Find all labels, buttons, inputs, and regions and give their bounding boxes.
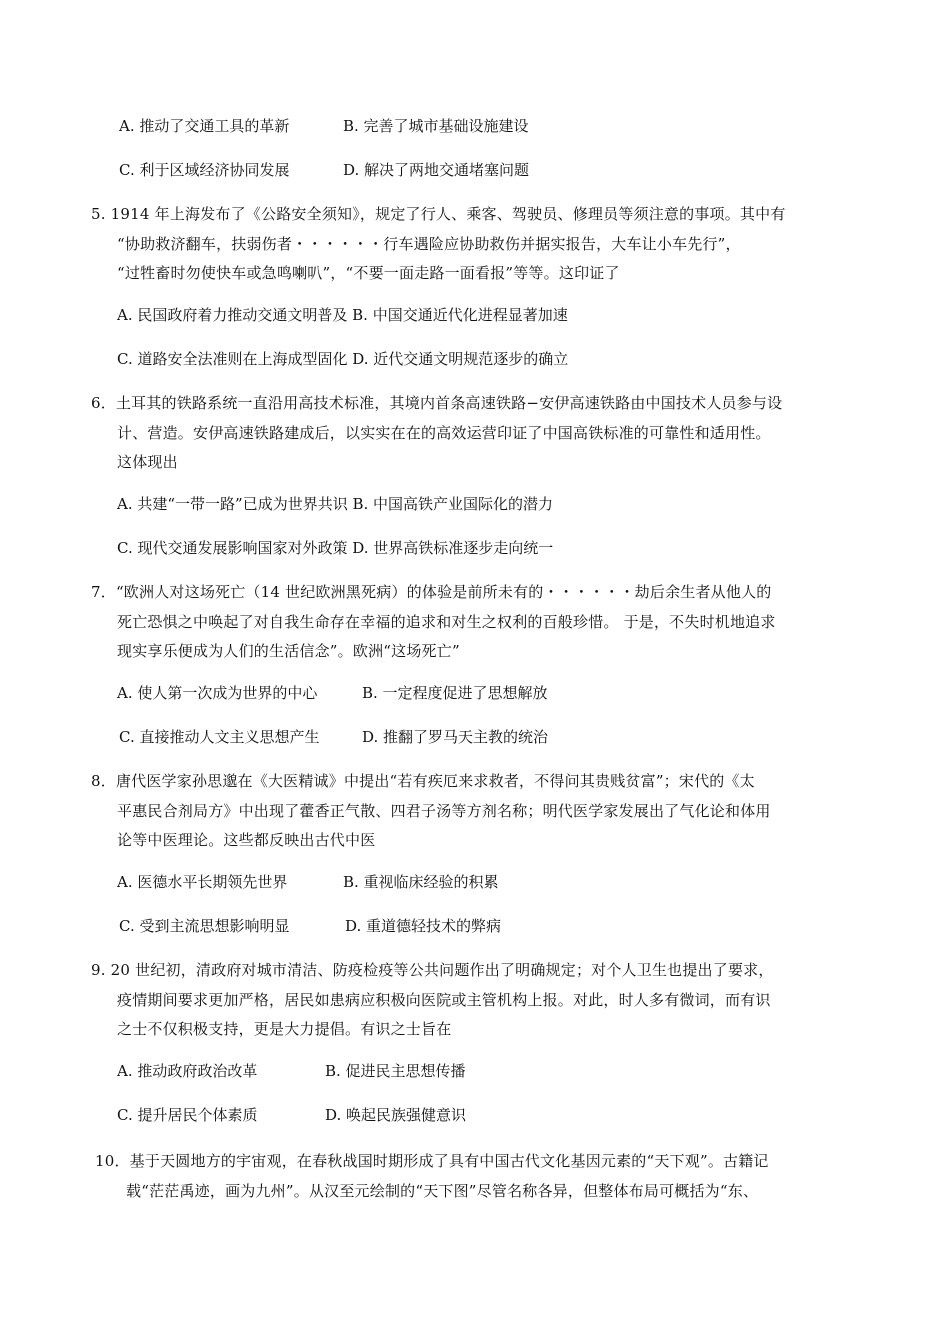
q7-option-b: B. 一定程度促进了思想解放 <box>362 684 548 702</box>
q7-stem-line-1: 7．“欧洲人对这场死亡（14 世纪欧洲黑死病）的体验是前所未有的・・・・・・劫后余生者从他人的 <box>91 583 772 601</box>
q7-stem-line-2: 死亡恐惧之中唤起了对自我生命存在幸福的追求和对生之权利的百般珍惜。 于是，不失时机地追求 <box>117 613 776 631</box>
q8-option-d: D. 重道德轻技术的弊病 <box>345 917 502 935</box>
q4-option-a: A. 推动了交通工具的革新 <box>119 117 290 135</box>
q8-stem-line-1: 8．唐代医学家孙思邈在《大医精诚》中提出“若有疾厄来求救者，不得问其贵贱贫富”；宋代的《太 <box>91 772 755 790</box>
q6-options-ab: A. 共建“一带一路”已成为世界共识 B. 中国高铁产业国际化的潜力 <box>117 495 554 513</box>
q8-stem-line-3: 论等中医理论。这些都反映出古代中医 <box>117 831 376 849</box>
q6-stem-line-2: 计、营造。安伊高速铁路建成后，以实实在在的高效运营印证了中国高铁标准的可靠性和适用性。 <box>117 424 771 442</box>
q8-stem-line-2: 平惠民合剂局方》中出现了藿香正气散、四君子汤等方剂名称；明代医学家发展出了气化论和体用 <box>117 802 771 820</box>
q5-options-cd: C. 道路安全法准则在上海成型固化 D. 近代交通文明规范逐步的确立 <box>117 350 569 368</box>
q10-stem-line-1: 10．基于天圆地方的宇宙观，在春秋战国时期形成了具有中国古代文化基因元素的“天下观”。古籍记 <box>95 1152 769 1170</box>
q8-option-c: C. 受到主流思想影响明显 <box>119 917 290 935</box>
q7-option-c: C. 直接推动人文主义思想产生 <box>119 728 320 746</box>
q9-option-d: D. 唤起民族强健意识 <box>325 1106 467 1124</box>
q4-option-b: B. 完善了城市基础设施建设 <box>343 117 529 135</box>
q4-option-d: D. 解决了两地交通堵塞问题 <box>343 161 530 179</box>
q9-option-b: B. 促进民主思想传播 <box>325 1062 466 1080</box>
q5-stem-line-3: “过牲畜时勿使快车或急鸣喇叭”，“不要一面走路一面看报”等等。这印证了 <box>117 264 620 282</box>
q6-stem-line-3: 这体现出 <box>117 453 178 471</box>
q8-option-b: B. 重视临床经验的积累 <box>343 873 499 891</box>
q5-stem-line-2: “协助救济翻车，扶弱伤者・・・・・・行车遇险应协助救伤并据实报告，大车让小车先行”， <box>117 235 741 253</box>
q7-option-d: D. 推翻了罗马天主教的统治 <box>362 728 549 746</box>
q8-option-a: A. 医德水平长期领先世界 <box>117 873 288 891</box>
q6-options-cd: C. 现代交通发展影响国家对外政策 D. 世界高铁标准逐步走向统一 <box>117 539 554 557</box>
q9-option-a: A. 推动政府政治改革 <box>117 1062 258 1080</box>
q6-stem-line-1: 6．土耳其的铁路系统一直沿用高技术标准，其境内首条高速铁路−安伊高速铁路由中国技术人员参与设 <box>91 394 783 412</box>
q9-stem-line-2: 疫情期间要求更加严格，居民如患病应积极向医院或主管机构上报。对此，时人多有微词，而有识 <box>117 991 771 1009</box>
q5-options-ab: A. 民国政府着力推动交通文明普及 B. 中国交通近代化进程显著加速 <box>117 306 568 324</box>
q9-stem-line-3: 之士不仅积极支持，更是大力提倡。有识之士旨在 <box>117 1020 452 1038</box>
q9-option-c: C. 提升居民个体素质 <box>117 1106 258 1124</box>
q4-option-c: C. 利于区域经济协同发展 <box>119 161 290 179</box>
q7-stem-line-3: 现实享乐便成为人们的生活信念”。欧洲“这场死亡” <box>117 642 460 660</box>
q9-stem-line-1: 9. 20 世纪初，清政府对城市清洁、防疫检疫等公共问题作出了明确规定；对个人卫生也提出了要求， <box>91 961 774 979</box>
q5-stem-line-1: 5. 1914 年上海发布了《公路安全须知》，规定了行人、乘客、驾驶员、修理员等须注意的事项。其中有 <box>91 205 786 223</box>
q7-option-a: A. 使人第一次成为世界的中心 <box>117 684 318 702</box>
q10-stem-line-2: 载“茫茫禹迹，画为九州”。从汉至元绘制的“天下图”尽管名称各异，但整体布局可概括为“东、 <box>126 1182 759 1200</box>
